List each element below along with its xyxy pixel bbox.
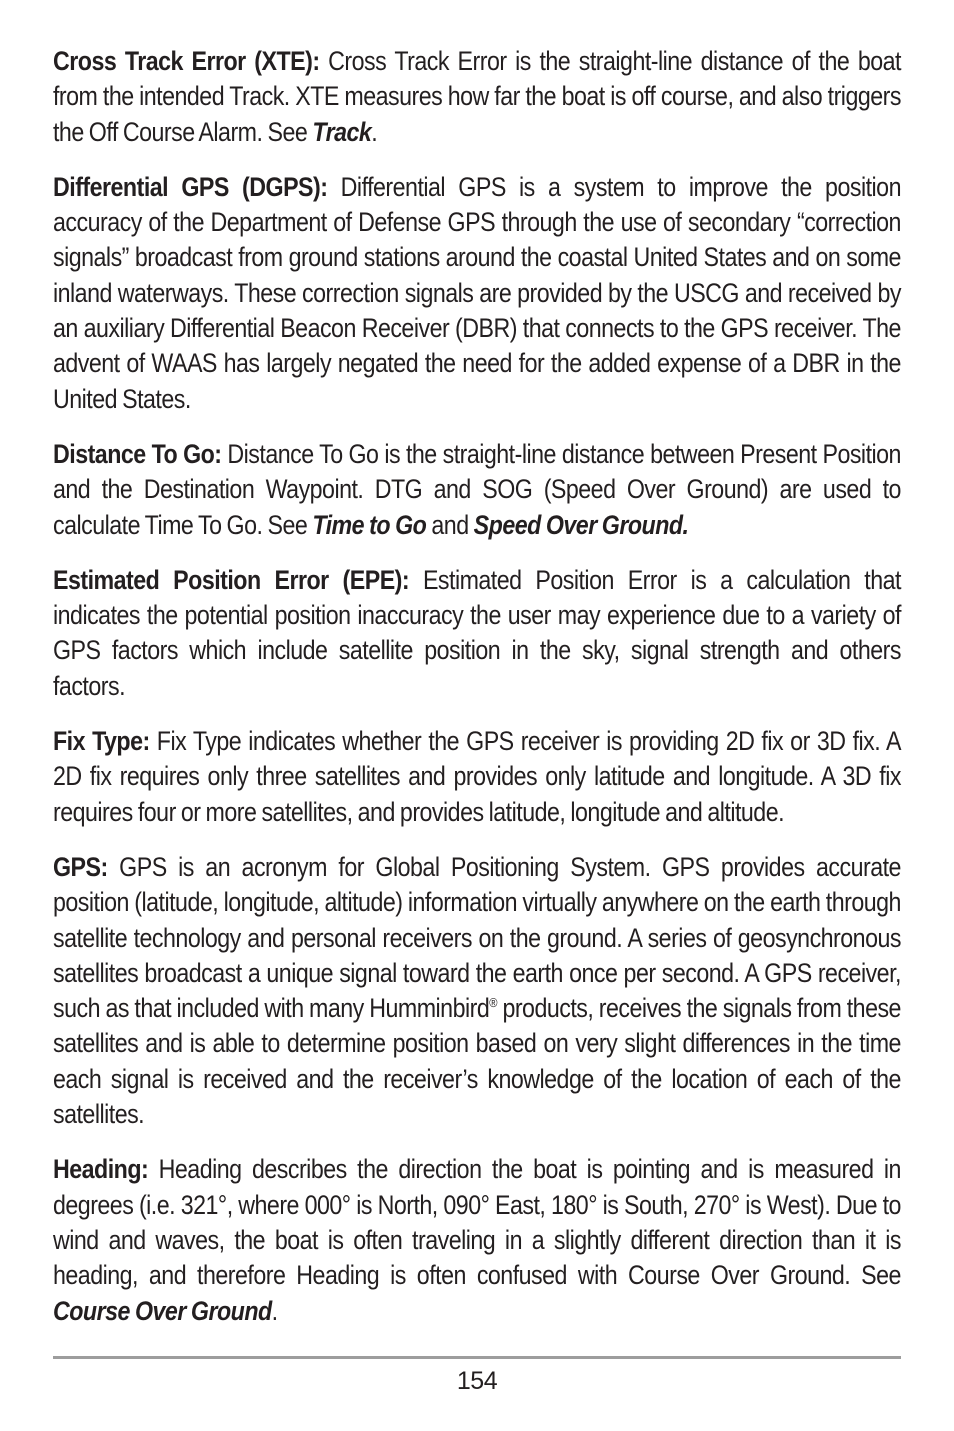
glossary-definition: Distance To Go is the straight-line distance between Present Position and the Destination Waypoint. DTG and SOG (Speed Over Ground) are used to calculate Time To Go. See: [53, 438, 901, 540]
glossary-term: Estimated Position Error (EPE):: [53, 564, 410, 595]
glossary-definition: Heading describes the direction the boat is pointing and is measured in degrees (i.e. 321°, where 000° is North, 090° East, 180° is South, 270° is West). Due to wind and waves, the boat is often traveling in a slightly different direction than it is heading, and therefore Heading is often confused with Course Over Ground. See: [53, 1154, 901, 1291]
glossary-entry-distance-to-go: [53, 437, 901, 543]
glossary-term: Cross Track Error (XTE):: [53, 46, 320, 76]
glossary-term: Heading:: [53, 1154, 149, 1185]
glossary-entry-gps: [53, 850, 901, 1132]
registered-mark: ®: [489, 995, 497, 1011]
glossary-term: Fix Type:: [53, 726, 150, 757]
glossary-definition: Fix Type indicates whether the GPS receiver is providing 2D fix or 3D fix. A 2D fix requires only three satellites and provides only latitude and longitude. A 3D fix requires four or more satellites, and provides latitude, longitude and altitude.: [53, 726, 901, 827]
glossary-entry-fix-type: [53, 724, 901, 830]
glossary-term: GPS:: [53, 851, 108, 882]
glossary-entry-heading: [53, 1152, 901, 1328]
cross-reference: Speed Over Ground.: [473, 509, 689, 540]
glossary-content: [53, 44, 901, 1349]
cross-reference: Course Over Ground: [53, 1295, 272, 1326]
glossary-definition-mid: and: [426, 509, 474, 540]
glossary-definition-tail: .: [271, 1295, 278, 1326]
glossary-definition-tail: .: [371, 116, 378, 147]
glossary-entry-dgps: [53, 170, 901, 417]
glossary-definition-continued: products, receives the signals from these satellites and is able to determine position based on very slight differences in the time each signal is received and the receiver’s knowledge of the location of each of the satellites.: [53, 993, 901, 1130]
glossary-term: Distance To Go:: [53, 438, 222, 469]
glossary-definition: GPS is an acronym for Global Positioning System. GPS provides accurate position (latitude, longitude, altitude) information virtually anywhere on the earth through satellite technology and personal receivers on the ground. A series of geosynchronous satellites broadcast a unique signal toward the earth once per second. A GPS receiver, such as that included with many Humminbird: [53, 851, 901, 1024]
page-number: 154: [456, 1367, 498, 1395]
glossary-definition: Cross Track Error is the straight-line distance of the boat from the intended Track. XTE measures how far the boat is off course, and also triggers the Off Course Alarm. See: [53, 46, 901, 147]
cross-reference: Track: [312, 116, 372, 147]
glossary-definition: Estimated Position Error is a calculation that indicates the potential position inaccuracy the user may experience due to a variety of GPS factors which include satellite position in the sky, signal strength and others factors.: [53, 564, 901, 701]
footer-divider: [53, 1356, 901, 1359]
cross-reference: Time to Go: [312, 509, 427, 540]
glossary-definition: Differential GPS is a system to improve the position accuracy of the Department of Defense GPS through the use of secondary “correction signals” broadcast from ground stations around the coastal United States and on some inland waterways. These correction signals are provided by the USCG and received by an auxiliary Differential Beacon Receiver (DBR) that connects to the GPS receiver. The advent of WAAS has largely negated the need for the added expense of a DBR in the United States.: [53, 171, 901, 414]
glossary-entry-epe: [53, 563, 901, 704]
glossary-entry-xte: [53, 44, 901, 150]
glossary-term: Differential GPS (DGPS):: [53, 171, 328, 202]
